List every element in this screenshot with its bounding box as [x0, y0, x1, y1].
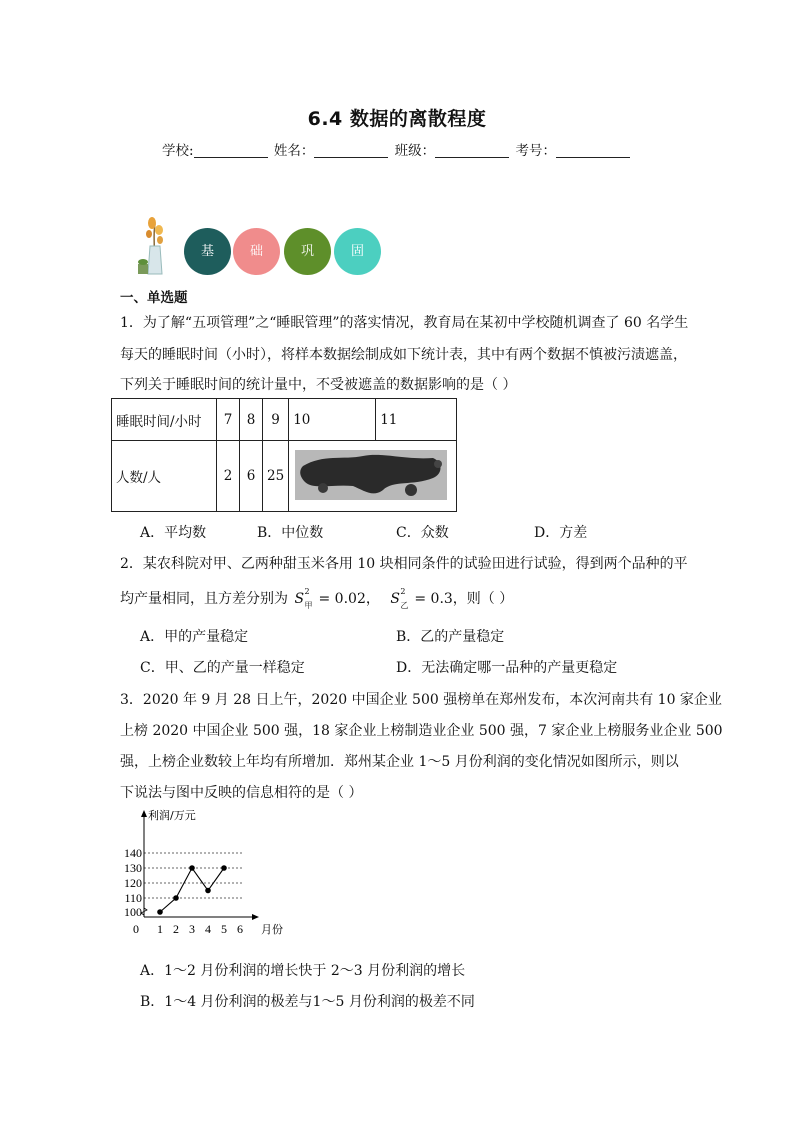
q2-option-c: C．甲、乙的产量一样稳定: [140, 660, 305, 676]
name-label: 姓名：: [273, 143, 315, 159]
y-tick-label: 100: [124, 905, 142, 919]
q3-line-1: 3．2020 年 9 月 28 日上午，2020 中国企业 500 强榜单在郑州发布，本次河南共有 10 家企业: [120, 692, 722, 708]
x-axis-label: 月份: [261, 923, 283, 936]
x-tick-label: 5: [221, 922, 227, 936]
table-header-sleep: 睡眠时间/小时: [112, 399, 217, 441]
class-blank: [435, 143, 509, 158]
table-cell: 10: [289, 399, 376, 441]
variance-symbol-yi: S 2 乙: [390, 587, 409, 610]
y-axis-label: 利润/万元: [148, 809, 196, 822]
data-point: [157, 909, 163, 915]
name-blank: [314, 143, 388, 158]
table-cell: 7: [217, 399, 240, 441]
x-tick-label: 6: [237, 922, 243, 936]
x-tick-label: 0: [133, 922, 139, 936]
q3-line-2: 上榜 2020 中国企业 500 强，18 家企业上榜制造业企业 500 强，7 家企业上榜服务业企业 500: [120, 723, 723, 739]
sleep-table: [111, 398, 457, 512]
q2-option-b: B．乙的产量稳定: [396, 629, 505, 645]
x-tick-label: 4: [205, 922, 211, 936]
student-info-row: [0, 139, 794, 159]
class-label: 班级：: [394, 143, 436, 159]
badge-chu: 础: [233, 228, 280, 275]
q1-line-1: 1．为了解“五项管理”之“睡眠管理”的落实情况，教育局在某初中学校随机调查了 60 名学生: [120, 315, 689, 331]
school-label: 学校:: [162, 143, 194, 159]
x-tick-label: 1: [157, 922, 163, 936]
subscript-jia: 甲: [304, 601, 313, 610]
section-heading: 一、单选题: [120, 290, 188, 306]
q3-option-b: B．1～4 月份利润的极差与1～5 月份利润的极差不同: [140, 994, 475, 1010]
q1-option-c: C．众数: [396, 525, 449, 541]
y-tick-label: 120: [124, 876, 142, 890]
profit-line-chart: [110, 805, 300, 945]
table-cell: 25: [263, 441, 289, 512]
q1-option-b: B．中位数: [257, 525, 324, 541]
ink-stain-icon: [293, 446, 453, 506]
data-point: [221, 865, 227, 871]
stain-cell: [289, 441, 457, 512]
q2-line-2: [120, 588, 513, 608]
q1-line-2: 每天的睡眠时间（小时），将样本数据绘制成如下统计表，其中有两个数据不慎被污渍遮盖，: [120, 347, 687, 363]
badge-gu: 固: [334, 228, 381, 275]
q3-line-3: 强，上榜企业数较上年均有所增加．郑州某企业 1～5 月份利润的变化情况如图所示，则以: [120, 754, 679, 770]
table-header-count: 人数/人: [112, 441, 217, 512]
y-axis-arrow: [141, 810, 147, 817]
q1-option-d: D．方差: [534, 525, 588, 541]
variance-symbol-jia: S 2 甲: [294, 587, 313, 610]
q2-option-d: D．无法确定哪一品种的产量更稳定: [396, 660, 618, 676]
data-point: [205, 888, 211, 894]
x-axis-arrow: [252, 914, 259, 920]
school-blank: [194, 143, 268, 158]
q3-option-a: A．1～2 月份利润的增长快于 2～3 月份利润的增长: [140, 963, 466, 979]
data-point: [173, 895, 179, 901]
y-tick-label: 130: [124, 861, 142, 875]
q2-text: 均产量相同，且方差分别为: [120, 591, 288, 607]
x-tick-label: 2: [173, 922, 179, 936]
exam-no-blank: [556, 143, 630, 158]
badge-ji: 基: [184, 228, 231, 275]
table-cell: 8: [240, 399, 263, 441]
q2-option-a: A．甲的产量稳定: [140, 629, 249, 645]
table-cell: 2: [217, 441, 240, 512]
x-tick-label: 3: [189, 922, 195, 936]
q3-line-4: 下说法与图中反映的信息相符的是（ ）: [120, 785, 363, 801]
plant-vase-icon: [136, 216, 174, 276]
variance-jia-value: = 0.02，: [318, 591, 380, 607]
data-point: [189, 865, 195, 871]
y-tick-label: 110: [124, 891, 142, 905]
q2-line-1: 2．某农科院对甲、乙两种甜玉米各用 10 块相同条件的试验田进行试验，得到两个品种的平: [120, 556, 688, 572]
page-title: 6.4 数据的离散程度: [307, 108, 487, 130]
subscript-yi: 乙: [400, 601, 409, 610]
exam-no-label: 考号：: [515, 143, 556, 159]
y-tick-label: 140: [124, 846, 142, 860]
table-cell: 11: [376, 399, 457, 441]
variance-yi-value: = 0.3，则（ ）: [414, 591, 514, 607]
badge-gong: 巩: [284, 228, 331, 275]
series-line: [160, 868, 224, 912]
table-cell: 9: [263, 399, 289, 441]
q1-line-3: 下列关于睡眠时间的统计量中，不受被遮盖的数据影响的是（ ）: [120, 377, 517, 393]
table-cell: 6: [240, 441, 263, 512]
q1-option-a: A．平均数: [140, 525, 207, 541]
